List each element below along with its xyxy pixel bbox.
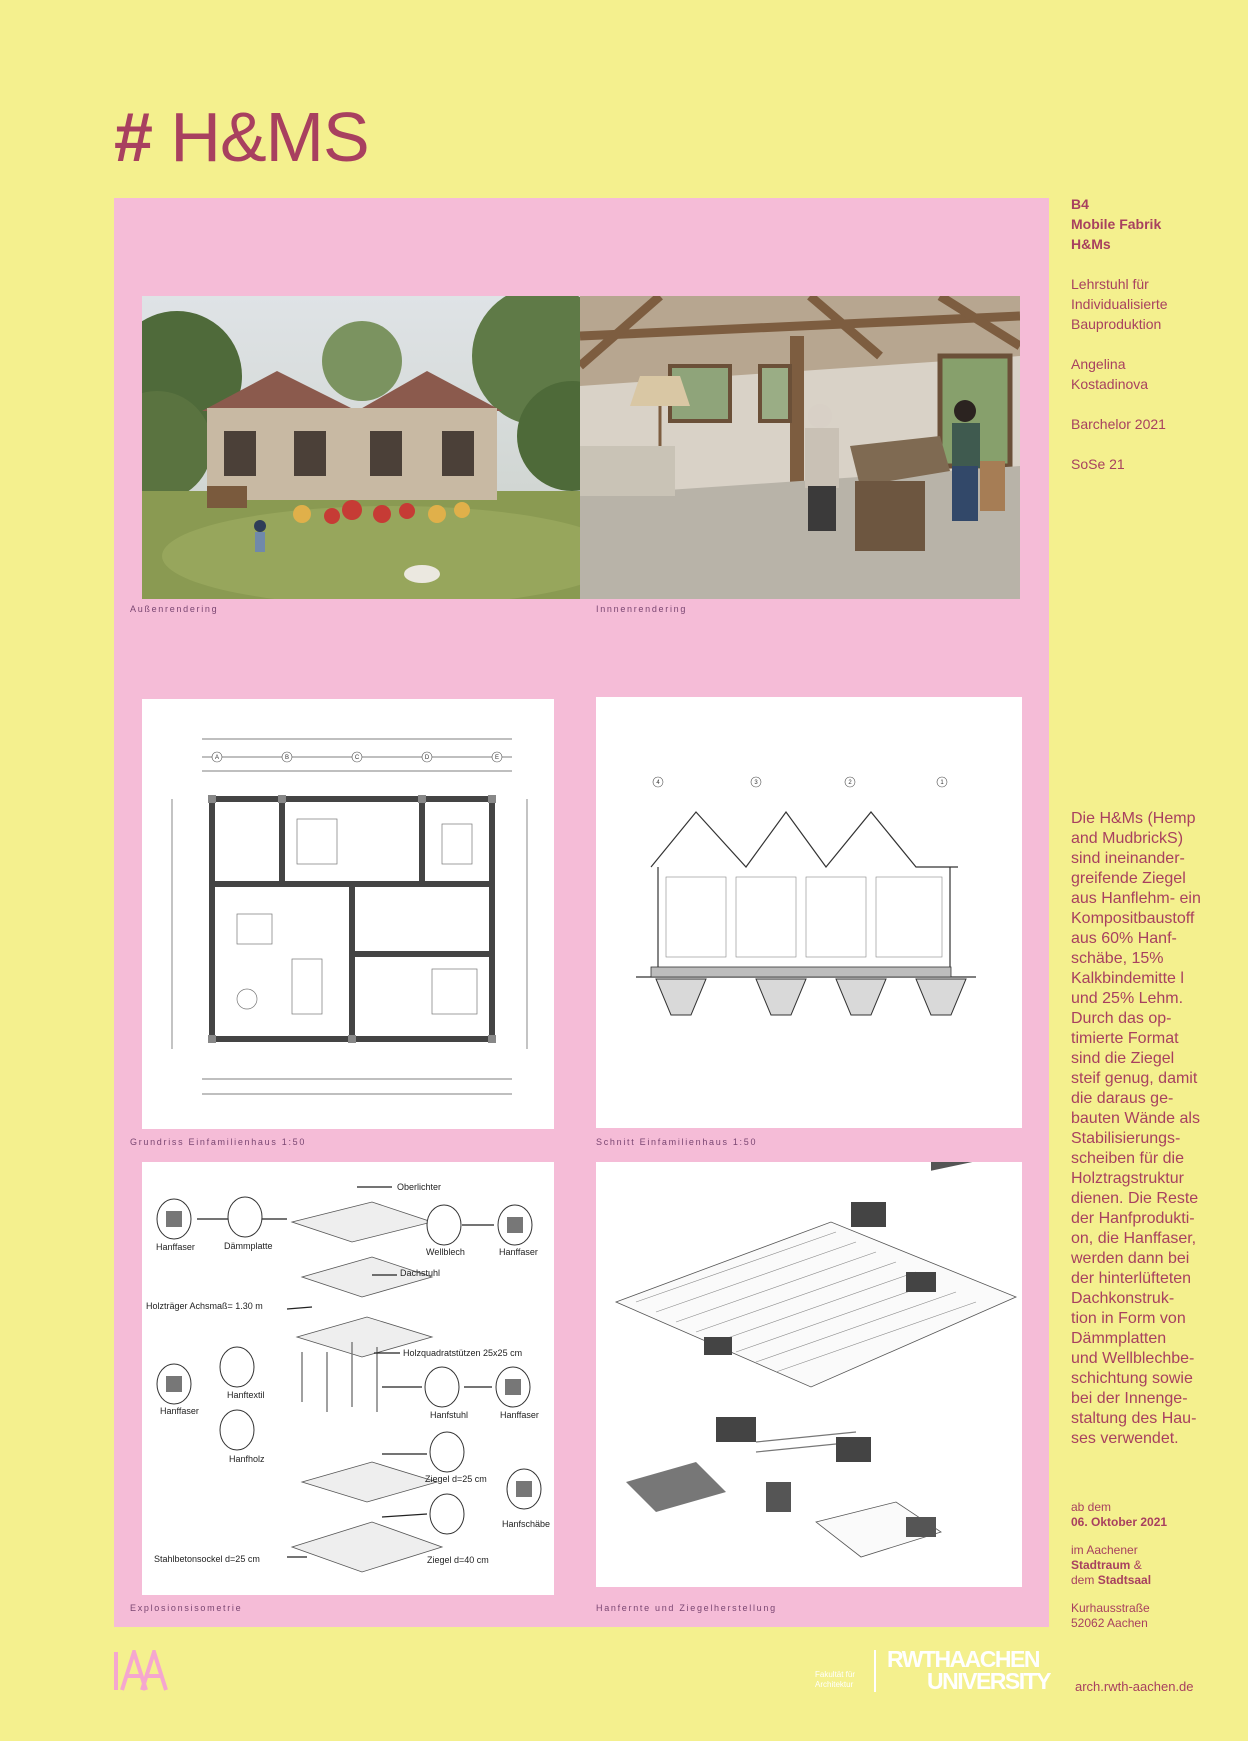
project-info [1071,194,1241,254]
venue-stadtsaal: Stadtsaal [1097,1573,1152,1587]
faculty-label [815,1670,855,1690]
exhibition-date [1071,1500,1167,1530]
iaa-logo-text: IAA [112,1650,114,1651]
explosion-isometry [142,1162,554,1595]
section-axis-2: 2 [848,780,852,786]
rwth-logo-line: RWTHAACHEN [887,1646,1039,1672]
label-oberlichter: Oberlichter [397,1182,442,1192]
description-lines: Die H&Ms (Hemp and MudbrickS) sind ineinander- greifende Ziegel aus Hanflehm- ein Kompositbaustoff aus 60% Hanf- schäbe, 15% Kalkbindemitte l und 25% Lehm. Durch das op- timierte Format sind die Ziegel steif genug, damit die daraus ge- bauten Wände als Stabilisierungs- scheiben für die Holztragstruktur dienen. Die Reste der Hanfprodukti- on, die Hanffaser, werden dann bei der hinterlüfteten Dachkonstruk- tion in Form von Dämmplatten und Wellblechbe- schichtung sowie bei der Innenge- staltung des Hau- ses verwendet. [1071,810,1201,1447]
website-link[interactable]: arch.rwth-aachen.de [1075,1679,1194,1694]
label-hanffaser-1: Hanffaser [156,1242,195,1252]
content-panel [114,198,1049,1627]
chair-info [1071,274,1241,334]
label-hanffaser-3: Hanffaser [160,1406,199,1416]
plan-axis-d: D [424,755,430,761]
project-description [1071,809,1206,1449]
project-code: B4 [1071,196,1089,212]
section-axis-3: 3 [754,780,758,786]
caption-interior: Innnenrendering [596,604,688,614]
caption-explosion: Explosionsisometrie [130,1603,243,1613]
faculty-line: Architektur [815,1680,854,1689]
caption-section: Schnitt Einfamilienhaus 1:50 [596,1137,758,1147]
logo-divider [874,1650,876,1692]
label-hanfholz: Hanfholz [229,1454,265,1464]
title-text: H&MS [170,98,369,176]
address-city: 52062 Aachen [1071,1616,1148,1630]
exhibition-from-label: ab dem [1071,1500,1112,1514]
venue2-prefix: dem [1071,1573,1095,1587]
plan-axis-a: A [214,755,220,761]
interior-rendering [580,296,1020,599]
venue-prefix: im Aachener [1071,1543,1138,1557]
venue-stadtraum: Stadtraum [1071,1558,1131,1572]
rwth-logo-line: UNIVERSITY [927,1668,1051,1694]
venue-amp: & [1133,1558,1142,1572]
plan-axis-e: E [494,755,500,761]
exhibition-venue [1071,1543,1151,1588]
chair-line: Bauproduktion [1071,316,1162,332]
harvest-production-drawing [596,1162,1022,1587]
author-line: Kostadinova [1071,376,1149,392]
label-sockel: Stahlbetonsockel d=25 cm [154,1554,260,1564]
plan-axis-b: B [284,755,290,761]
label-hanfstuhl: Hanfstuhl [430,1410,469,1420]
label-hanfschaebe: Hanfschäbe [502,1519,551,1529]
floor-plan-drawing [142,699,554,1129]
label-dachstuhl: Dachstuhl [400,1268,441,1278]
author-line: Angelina [1071,356,1126,372]
address-street: Kurhausstraße [1071,1601,1150,1615]
degree: Barchelor 2021 [1071,416,1166,432]
title-hash: # [114,98,152,176]
label-ziegel40: Ziegel d=40 cm [427,1555,489,1565]
label-hanffaser-2: Hanffaser [499,1247,538,1257]
exhibition-address [1071,1601,1150,1631]
label-hanffaser-4: Hanffaser [500,1410,539,1420]
label-stuetzen: Holzquadratstützen 25x25 cm [403,1348,523,1358]
exterior-rendering [142,296,581,599]
label-holztraeger: Holzträger Achsmaß= 1.30 m [146,1301,263,1311]
chair-line: Individualisierte [1071,296,1168,312]
author-info [1071,354,1241,394]
caption-exterior: Außenrendering [130,604,219,614]
chair-line: Lehrstuhl für [1071,276,1149,292]
label-hanftextil: Hanftextil [227,1390,265,1400]
section-drawing [596,697,1022,1128]
plan-axis-c: C [354,755,360,761]
label-ziegel25: Ziegel d=25 cm [425,1474,487,1484]
rwth-logo [887,1648,1050,1692]
section-axis-1: 1 [940,780,944,786]
section-axis-4: 4 [656,780,660,786]
exhibition-date-value: 06. Oktober 2021 [1071,1515,1168,1529]
iaa-logo [112,1650,172,1692]
label-daemmplatte: Dämmplatte [224,1241,273,1251]
project-name: H&Ms [1071,236,1111,252]
label-wellblech: Wellblech [426,1247,465,1257]
project-title: Mobile Fabrik [1071,216,1162,232]
faculty-line: Fakultät für [815,1670,856,1679]
page-title [114,98,369,176]
caption-harvest: Hanfernte und Ziegelherstellung [596,1603,777,1613]
semester: SoSe 21 [1071,456,1125,472]
caption-plan: Grundriss Einfamilienhaus 1:50 [130,1137,307,1147]
